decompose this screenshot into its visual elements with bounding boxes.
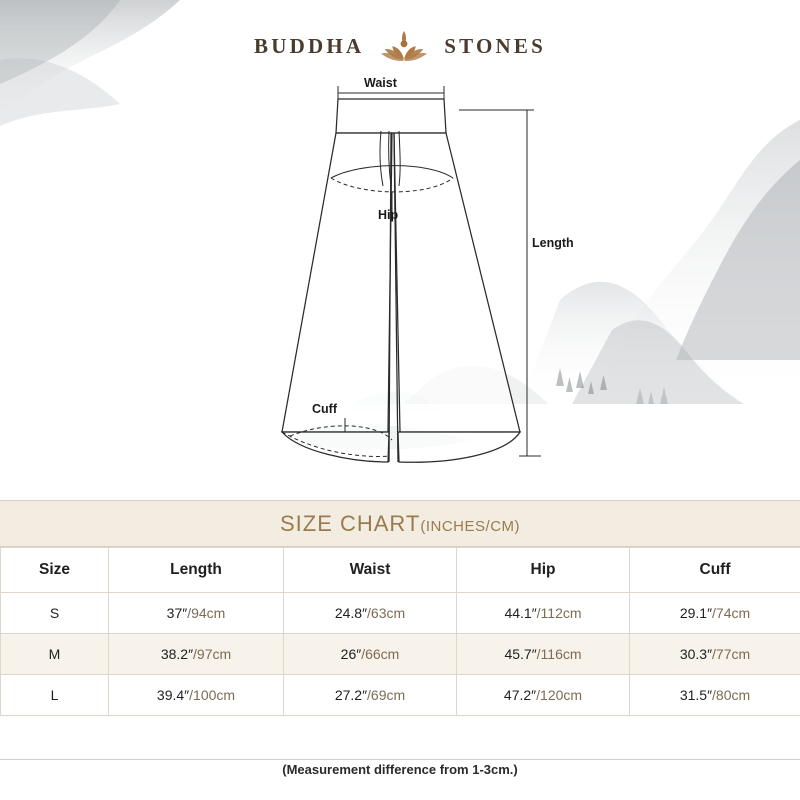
- measurement-footnote: (Measurement difference from 1-3cm.): [282, 762, 518, 777]
- cell-length: [109, 634, 284, 675]
- cell-hip: [457, 634, 630, 675]
- table-header-row: [1, 548, 800, 593]
- table-row: [1, 593, 800, 634]
- cell-hip: [457, 593, 630, 634]
- value-inches: 24.8″: [334, 605, 368, 621]
- value-inches: 47.2″: [503, 687, 537, 703]
- size-chart-title-row: [0, 501, 800, 547]
- column-header-length: Length: [109, 548, 284, 593]
- column-header-waist: Waist: [284, 548, 457, 593]
- value-inches: 31.5″: [679, 687, 713, 703]
- value-cm: /80cm: [712, 687, 751, 703]
- value-cm: /97cm: [193, 646, 232, 662]
- value-cm: /94cm: [187, 605, 226, 621]
- size-chart-title-unit: (INCHES/CM): [420, 517, 521, 535]
- table-row: [1, 634, 800, 675]
- brand-header: [0, 22, 800, 70]
- table-row: [1, 675, 800, 716]
- value-cm: /66cm: [361, 646, 400, 662]
- value-inches: 37″: [166, 605, 188, 621]
- value-cm: /120cm: [536, 687, 583, 703]
- size-chart: [0, 500, 800, 760]
- column-header-cuff: Cuff: [630, 548, 800, 593]
- cell-waist: [284, 675, 457, 716]
- brand-word-right: STONES: [444, 33, 546, 58]
- cell-waist: [284, 634, 457, 675]
- diagram-label-cuff: Cuff: [312, 402, 337, 416]
- diagram-label-length: Length: [532, 236, 574, 250]
- value-cm: /112cm: [536, 605, 582, 621]
- cell-cuff: [630, 634, 800, 675]
- value-cm: /74cm: [712, 605, 751, 621]
- cell-size: M: [1, 634, 109, 675]
- value-inches: 27.2″: [334, 687, 368, 703]
- value-cm: /100cm: [189, 687, 236, 703]
- cell-size: S: [1, 593, 109, 634]
- value-inches: 39.4″: [156, 687, 190, 703]
- cell-waist: [284, 593, 457, 634]
- cell-length: [109, 675, 284, 716]
- value-inches: 38.2″: [160, 646, 194, 662]
- diagram-label-waist: Waist: [364, 76, 397, 90]
- value-inches: 26″: [340, 646, 362, 662]
- cell-cuff: [630, 593, 800, 634]
- value-cm: /69cm: [367, 687, 406, 703]
- column-header-hip: Hip: [457, 548, 630, 593]
- cell-cuff: [630, 675, 800, 716]
- cell-length: [109, 593, 284, 634]
- value-inches: 30.3″: [679, 646, 713, 662]
- value-inches: 44.1″: [504, 605, 537, 621]
- brand-word-left: BUDDHA: [254, 33, 365, 58]
- cell-size: L: [1, 675, 109, 716]
- lotus-icon: [378, 25, 430, 67]
- value-cm: /63cm: [367, 605, 406, 621]
- value-cm: /116cm: [536, 646, 582, 662]
- value-inches: 45.7″: [504, 646, 537, 662]
- size-chart-title: [280, 511, 520, 537]
- value-cm: /77cm: [712, 646, 751, 662]
- diagram-label-hip: Hip: [378, 208, 399, 222]
- value-inches: 29.1″: [679, 605, 713, 621]
- size-table: [0, 547, 800, 716]
- column-header-size: Size: [1, 548, 109, 593]
- cell-hip: [457, 675, 630, 716]
- size-chart-title-text: SIZE CHART: [279, 510, 421, 536]
